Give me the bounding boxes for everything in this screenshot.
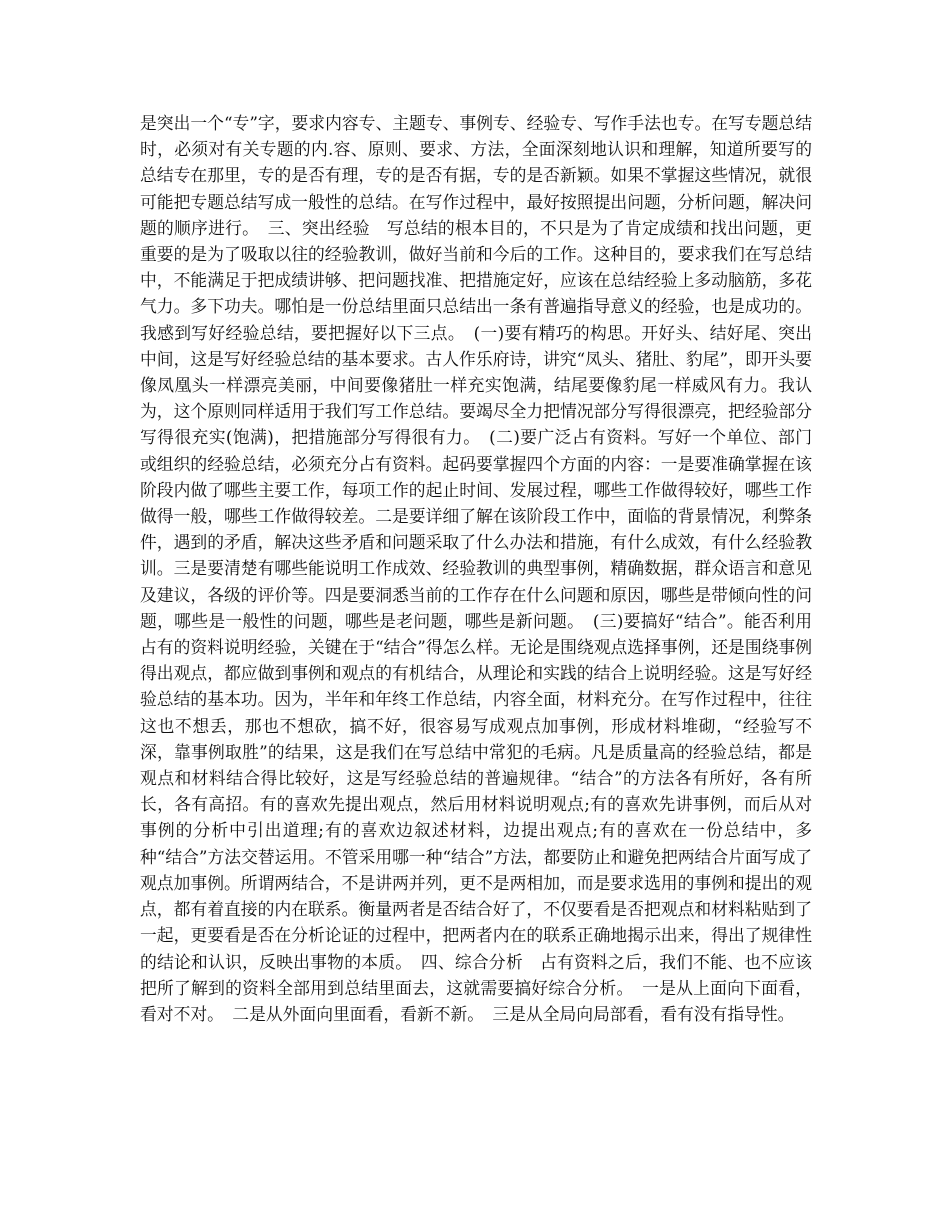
body-paragraph: 是突出一个“专”字，要求内容专、主题专、事例专、经验专、写作手法也专。在写专题总结时，必须对有关专题的内.容、原则、要求、方法，全面深刻地认识和理解，知道所要写的总结专在那里，专的是否有理，专的是否有据，专的是否新颖。如果不掌握这些情况，就很可能把专题总结写成一般性的总结。在写作过程中，最好按照提出问题，分析问题，解决问题的顺序进行。 三、突出经验 写总结的根本目的，不只是为了肯定成绩和找出问题，更重要的是为了吸取以往的经验教训，做好当前和今后的工作。这种目的，要求我们在写总结中，不能满足于把成绩讲够、把问题找准、把措施定好，应该在总结经验上多动脑筋，多花气力。多下功夫。哪怕是一份总结里面只总结出一条有普遍指导意义的经验，也是成功的。我感到写好经验总结，要把握好以下三点。 (一)要有精巧的构思。开好头、结好尾、突出中间，这是写好经验总结的基本要求。古人作乐府诗，讲究“凤头、猪肚、豹尾”，即开头要像凤凰头一样漂亮美丽，中间要像猪肚一样充实饱满，结尾要像豹尾一样威风有力。我认为，这个原则同样适用于我们写工作总结。要竭尽全力把情况部分写得很漂亮，把经验部分写得很充实(饱满)，把措施部分写得很有力。 (二)要广泛占有资料。写好一个单位、部门或组织的经验总结，必须充分占有资料。起码要掌握四个方面的内容：一是要准确掌握在该阶段内做了哪些主要工作，每项工作的起止时间、发展过程，哪些工作做得较好，哪些工作做得一般，哪些工作做得较差。二是要详细了解在该阶段工作中，面临的背景情况，利弊条件，遇到的矛盾，解决这些矛盾和问题采取了什么办法和措施，有什么成效，有什么经验教训。三是要清楚有哪些能说明工作成效、经验教训的典型事例，精确数据，群众语言和意见及建议，各级的评价等。四是要洞悉当前的工作存在什么问题和原因，哪些是带倾向性的问题，哪些是一般性的问题，哪些是老问题，哪些是新问题。 (三)要搞好“结合”。能否利用占有的资料说明经验，关键在于“结合”得怎么样。无论是围绕观点选择事例，还是围绕事例得出观点，都应做到事例和观点的有机结合，从理论和实践的结合上说明经验。这是写好经验总结的基本功。因为，半年和年终工作总结，内容全面，材料充分。在写作过程中，往往这也不想丢，那也不想砍，搞不好，很容易写成观点加事例，形成材料堆砌，“经验写不深，靠事例取胜”的结果，这是我们在写总结中常犯的毛病。凡是质量高的经验总结，都是观点和材料结合得比较好，这是写经验总结的普遍规律。“结合”的方法各有所好，各有所长，各有高招。有的喜欢先提出观点，然后用材料说明观点;有的喜欢先讲事例，而后从对事例的分析中引出道理;有的喜欢边叙述材料，边提出观点;有的喜欢在一份总结中，多种“结合”方法交替运用。不管采用哪一种“结合”方法，都要防止和避免把两结合片面写成了观点加事例。所谓两结合，不是讲两并列，更不是两相加，而是要求选用的事例和提出的观点，都有着直接的内在联系。衡量两者是否结合好了，不仅要看是否把观点和材料粘贴到了一起，更要看是否在分析论证的过程中，把两者内在的联系正确地揭示出来，得出了规律性的结论和认识，反映出事物的本质。 四、综合分析 占有资料之后，我们不能、也不应该把所了解到的资料全部用到总结里面去，这就需要搞好综合分析。 一是从上面向下面看，看对不对。 二是从外面向里面看，看新不新。 三是从全局向局部看，看有没有指导性。 <box>140 113 813 1024</box>
